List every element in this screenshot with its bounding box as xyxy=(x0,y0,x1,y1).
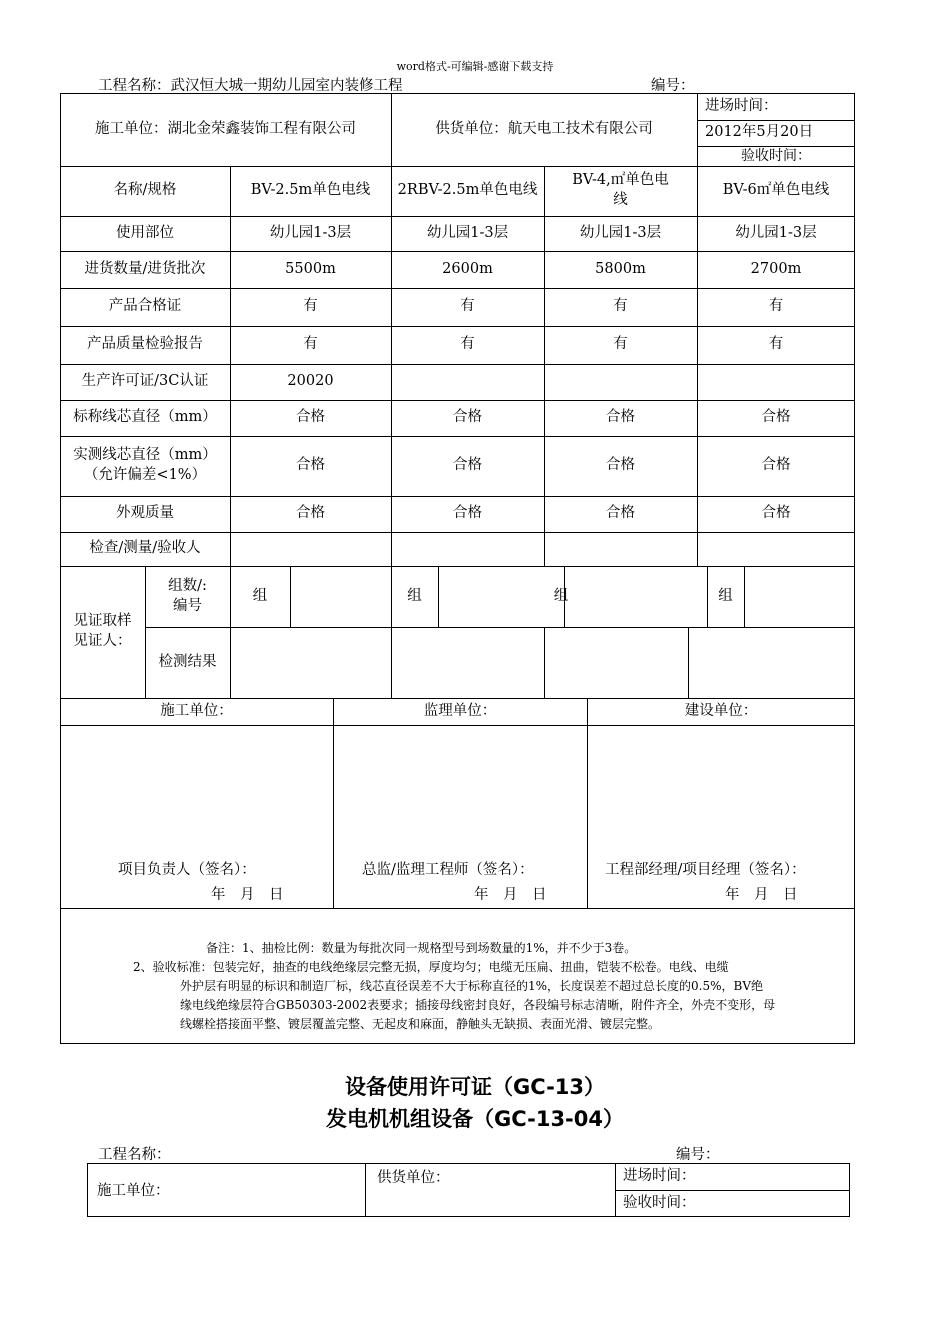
location-1: 幼儿园1-3层 xyxy=(269,224,352,241)
license-1: 20020 xyxy=(287,373,334,390)
watermark-text: word格式-可编辑-感谢下载支持 xyxy=(396,60,554,73)
second-entry-time: 进场时间： xyxy=(623,1167,696,1184)
construction-signer: 项目负责人（签名）： xyxy=(118,862,256,878)
test-result-label: 检测结果 xyxy=(158,653,217,670)
measured-3: 合格 xyxy=(606,457,635,474)
nominal-1: 合格 xyxy=(296,409,325,426)
location-3: 幼儿园1-3层 xyxy=(579,224,662,241)
report-2: 有 xyxy=(460,336,475,353)
note-line-4: 缘电线绝缘层符合GB50303-2002表要求；插接母线密封良好，各段编号标志清晰，附件齐全，外壳不变形，母 xyxy=(180,998,776,1012)
supervision-signer: 总监/监理工程师（签名）： xyxy=(362,862,534,878)
quantity-2: 2600m xyxy=(442,260,493,277)
note-line-2: 2、验收标准：包装完好，抽查的电线绝缘层完整无损，厚度均匀；电缆无压扁、扭曲，铠装不松卷。电线、电缆 xyxy=(133,960,729,974)
license-3 xyxy=(544,364,697,400)
report-3: 有 xyxy=(613,336,628,353)
location-2: 幼儿园1-3层 xyxy=(426,224,509,241)
second-title-2: 发电机机组设备（GC-13-04） xyxy=(325,1107,624,1131)
second-supplier-unit: 供货单位： xyxy=(377,1170,450,1186)
supplier-unit: 供货单位：航天电工技术有限公司 xyxy=(435,120,653,137)
group-unit-3: 组 xyxy=(553,587,569,604)
appearance-4: 合格 xyxy=(761,505,791,522)
row-label-appearance: 外观质量 xyxy=(116,505,174,522)
certificate-3: 有 xyxy=(613,298,628,315)
note-line-1: 备注：1、抽检比例：数量为每批次同一规格型号到场数量的1%，并不少于3卷。 xyxy=(206,941,637,955)
measured-2: 合格 xyxy=(453,457,482,474)
row-label-certificate: 产品合格证 xyxy=(108,298,182,315)
row-label-location: 使用部位 xyxy=(116,224,174,241)
license-2 xyxy=(391,364,544,400)
second-title-1: 设备使用许可证（GC-13） xyxy=(344,1075,606,1099)
quantity-4: 2700m xyxy=(750,260,802,277)
project-name: 工程名称：武汉恒大城一期幼儿园室内装修工程 xyxy=(98,78,403,94)
supervision-sign-date: 年 月 日 xyxy=(474,887,547,903)
second-project-name: 工程名称： xyxy=(98,1147,171,1163)
certificate-4: 有 xyxy=(768,298,784,315)
second-construction-unit: 施工单位： xyxy=(97,1183,170,1200)
group-unit-4: 组 xyxy=(718,587,733,604)
row-label-report: 产品质量检验报告 xyxy=(87,336,203,353)
construction-sign-date: 年 月 日 xyxy=(211,887,284,903)
quantity-3: 5800m xyxy=(595,260,646,277)
nominal-4: 合格 xyxy=(761,409,791,426)
entry-time-label: 进场时间： xyxy=(705,97,778,114)
owner-signer: 工程部经理/项目经理（签名）： xyxy=(605,862,806,878)
second-number-label: 编号： xyxy=(676,1147,720,1163)
measured-4: 合格 xyxy=(761,457,791,474)
report-1: 有 xyxy=(303,336,318,353)
group-unit-1: 组 xyxy=(252,587,268,604)
owner-sign-date: 年 月 日 xyxy=(725,887,798,903)
sign-owner-unit: 建设单位： xyxy=(684,702,758,719)
quantity-1: 5500m xyxy=(285,260,336,277)
spec-1: BV-2.5m单色电线 xyxy=(250,182,371,199)
spec-4: BV-6㎡单色电线 xyxy=(722,182,830,199)
appearance-3: 合格 xyxy=(606,505,635,522)
appearance-1: 合格 xyxy=(296,505,325,522)
measured-1: 合格 xyxy=(296,457,325,474)
witness-label: 见证取样见证人： xyxy=(73,613,132,649)
certificate-2: 有 xyxy=(460,298,475,315)
spec-3: BV-4,㎡单色电线 xyxy=(572,172,669,208)
sign-supervision-unit: 监理单位： xyxy=(423,702,497,719)
row-label-quantity: 进货数量/进货批次 xyxy=(84,260,206,277)
number-label: 编号： xyxy=(651,78,695,94)
row-label-nominal: 标称线芯直径（mm） xyxy=(73,409,217,426)
license-4 xyxy=(697,364,855,400)
certificate-1: 有 xyxy=(303,298,318,315)
nominal-2: 合格 xyxy=(453,409,482,426)
group-unit-2: 组 xyxy=(407,587,422,604)
second-accept-time: 验收时间： xyxy=(623,1194,696,1211)
group-count-label: 组数/:编号 xyxy=(168,577,207,614)
note-line-3: 外护层有明显的标识和制造厂标，线芯直径误差不大于标称直径的1%，长度误差不超过总长度的0.5%，BV绝 xyxy=(180,979,764,993)
sign-construction-unit: 施工单位： xyxy=(160,702,233,719)
construction-unit: 施工单位：湖北金荣鑫装饰工程有限公司 xyxy=(95,120,356,137)
appearance-2: 合格 xyxy=(453,505,482,522)
location-4: 幼儿园1-3层 xyxy=(735,224,817,241)
accept-time-label: 验收时间： xyxy=(741,147,811,164)
nominal-3: 合格 xyxy=(606,409,635,426)
note-line-5: 线螺栓搭接面平整、镀层覆盖完整、无起皮和麻面，静触头无缺损、表面光滑、镀层完整。 xyxy=(180,1017,661,1031)
report-4: 有 xyxy=(768,336,784,353)
row-label-license: 生产许可证/3C认证 xyxy=(81,373,209,390)
row-label-spec: 名称/规格 xyxy=(113,182,177,199)
spec-2: 2RBV-2.5m单色电线 xyxy=(397,182,538,199)
entry-date: 2012年5月20日 xyxy=(705,124,814,141)
row-label-inspector: 检查/测量/验收人 xyxy=(89,540,201,557)
row-label-measured: 实测线芯直径（mm）（允许偏差<1%） xyxy=(73,447,217,483)
